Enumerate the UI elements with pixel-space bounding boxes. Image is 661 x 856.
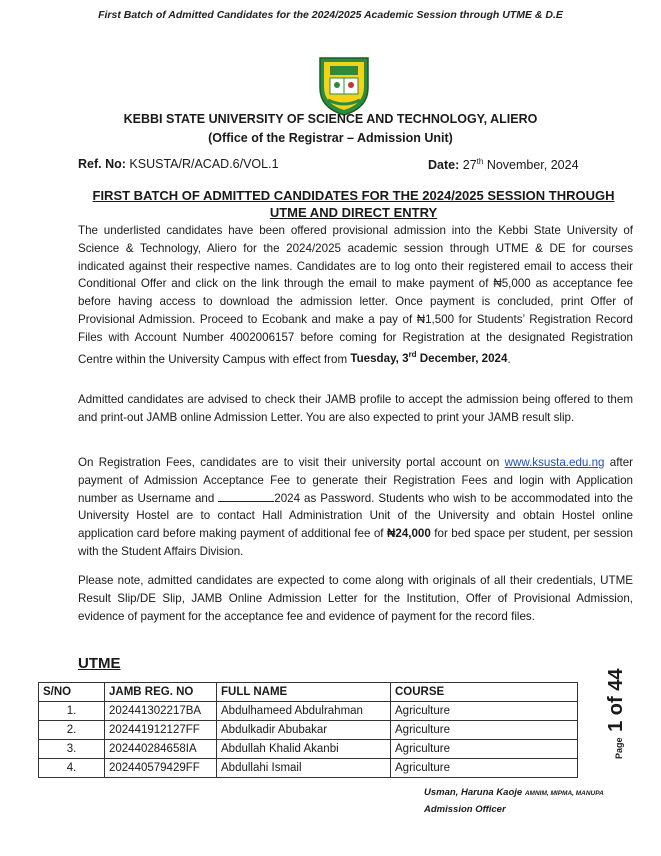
password-blank <box>218 491 274 502</box>
section-heading-utme: UTME <box>78 655 121 672</box>
para1-end: . <box>507 352 511 366</box>
table-row <box>39 721 578 740</box>
paragraph-jamb-profile: Admitted candidates are advised to check their JAMB profile to accept the admission being offered to them and print-out JAMB online Admission Letter. You are also expected to print your JAMB result slip. <box>78 393 633 424</box>
page-number <box>605 669 633 759</box>
para3-start: On Registration Fees, candidates are to visit their university portal account on <box>78 456 505 469</box>
cell-full-name: Abdullahi Ismail <box>217 759 391 778</box>
para3-end: for bed space per student, per session with the Student Affairs Division. <box>78 527 633 558</box>
cell-sno: 2. <box>39 721 105 740</box>
para3-after-blank: 2024 as Password. Students who wish to be accommodated into the University Hostel are to contact Hall Administration Unit of the University and obtain Hostel online application card before making payment of additional fee of <box>78 491 633 541</box>
cell-sno: 3. <box>39 740 105 759</box>
page-value: 1 of 44 <box>605 668 627 732</box>
header-full-name: FULL NAME <box>217 683 391 702</box>
ref-value: KSUSTA/R/ACAD.6/VOL.1 <box>129 157 279 171</box>
cell-course: Agriculture <box>391 721 578 740</box>
admitted-candidates-table <box>38 682 578 778</box>
cell-course: Agriculture <box>391 759 578 778</box>
para3-mid: after payment of Admission Acceptance Fee to generate their Registration Fees and login with Application number as Username and <box>78 456 633 505</box>
signatory-name: Usman, Haruna Kaoje AMNIM, MIPMA, MANUPA <box>424 787 604 798</box>
university-name: KEBBI STATE UNIVERSITY OF SCIENCE AND TECHNOLOGY, ALIERO <box>123 112 538 126</box>
date-label: Date: <box>428 158 460 173</box>
cell-jamb-reg-no: 202441302217BA <box>105 702 217 721</box>
table-header-row <box>39 683 578 702</box>
cell-jamb-reg-no: 202440579429FF <box>105 759 217 778</box>
header-jamb-reg-no: JAMB REG. NO <box>105 683 217 702</box>
hostel-fee: ₦24,000 <box>387 527 431 541</box>
table-row <box>39 702 578 721</box>
ref-label: Ref. No: <box>78 157 126 171</box>
reference-number <box>78 157 279 171</box>
cell-sno: 4. <box>39 759 105 778</box>
cell-full-name: Abdulkadir Abubakar <box>217 721 391 740</box>
cell-full-name: Abdullah Khalid Akanbi <box>217 740 391 759</box>
university-logo <box>312 52 376 118</box>
date-rest: November, 2024 <box>486 158 579 173</box>
paragraph-registration-fees <box>78 454 633 561</box>
para1-text: The underlisted candidates have been offered provisional admission into the Kebbi State University of Science & Technology, Aliero for the 2024/2025 academic session through UTME & DE for courses indicated against their respective names. Candidates are to log onto their registered email to access their Conditional Offer and click on the link through the email to make payment of ₦5,000 as acceptance fee before having access to download the admission letter. Once payment is concluded, print Offer of Provisional Admission. Proceed to Ecobank and make a pay of ₦1,500 for Students’ Registration Record Files with Account Number 4002006157 before coming for Registration at the designated Registration Centre within the University Campus with effect from <box>78 224 633 366</box>
document-header: First Batch of Admitted Candidates for the 2024/2025 Academic Session through UTME & D.E <box>98 9 563 21</box>
crest-icon <box>312 52 376 118</box>
registration-date: Tuesday, 3rd December, 2024 <box>350 350 508 366</box>
page-label: Page <box>614 737 624 759</box>
notice-title: FIRST BATCH OF ADMITTED CANDIDATES FOR THE 2024/2025 SESSION THROUGH UTME AND DIRECT ENTRY <box>92 188 615 220</box>
header-course: COURSE <box>391 683 578 702</box>
paragraph-admission-instructions <box>78 222 633 368</box>
table-row <box>39 740 578 759</box>
cell-full-name: Abdulhameed Abdulrahman <box>217 702 391 721</box>
cell-jamb-reg-no: 202440284658IA <box>105 740 217 759</box>
paragraph-credentials: Please note, admitted candidates are expected to come along with originals of all their credentials, UTME Result Slip/DE Slip, JAMB Online Admission Letter for the Institution, Offer of Provisional Admission, evidence of payment for the acceptance fee and evidence of payment for the record files. <box>78 574 633 623</box>
portal-link[interactable]: www.ksusta.edu.ng <box>504 456 605 469</box>
signatory-title: Admission Officer <box>424 804 506 815</box>
date-day: 27 <box>462 158 477 173</box>
letter-date <box>428 157 579 172</box>
cell-course: Agriculture <box>391 702 578 721</box>
header-sno: S/NO <box>39 683 105 702</box>
signatory-credentials: AMNIM, MIPMA, MANUPA <box>524 790 604 797</box>
cell-course: Agriculture <box>391 740 578 759</box>
date-suffix: th <box>476 157 484 166</box>
office-name: (Office of the Registrar – Admission Unit) <box>208 131 453 145</box>
cell-jamb-reg-no: 202441912127FF <box>105 721 217 740</box>
cell-sno: 1. <box>39 702 105 721</box>
table-row <box>39 759 578 778</box>
